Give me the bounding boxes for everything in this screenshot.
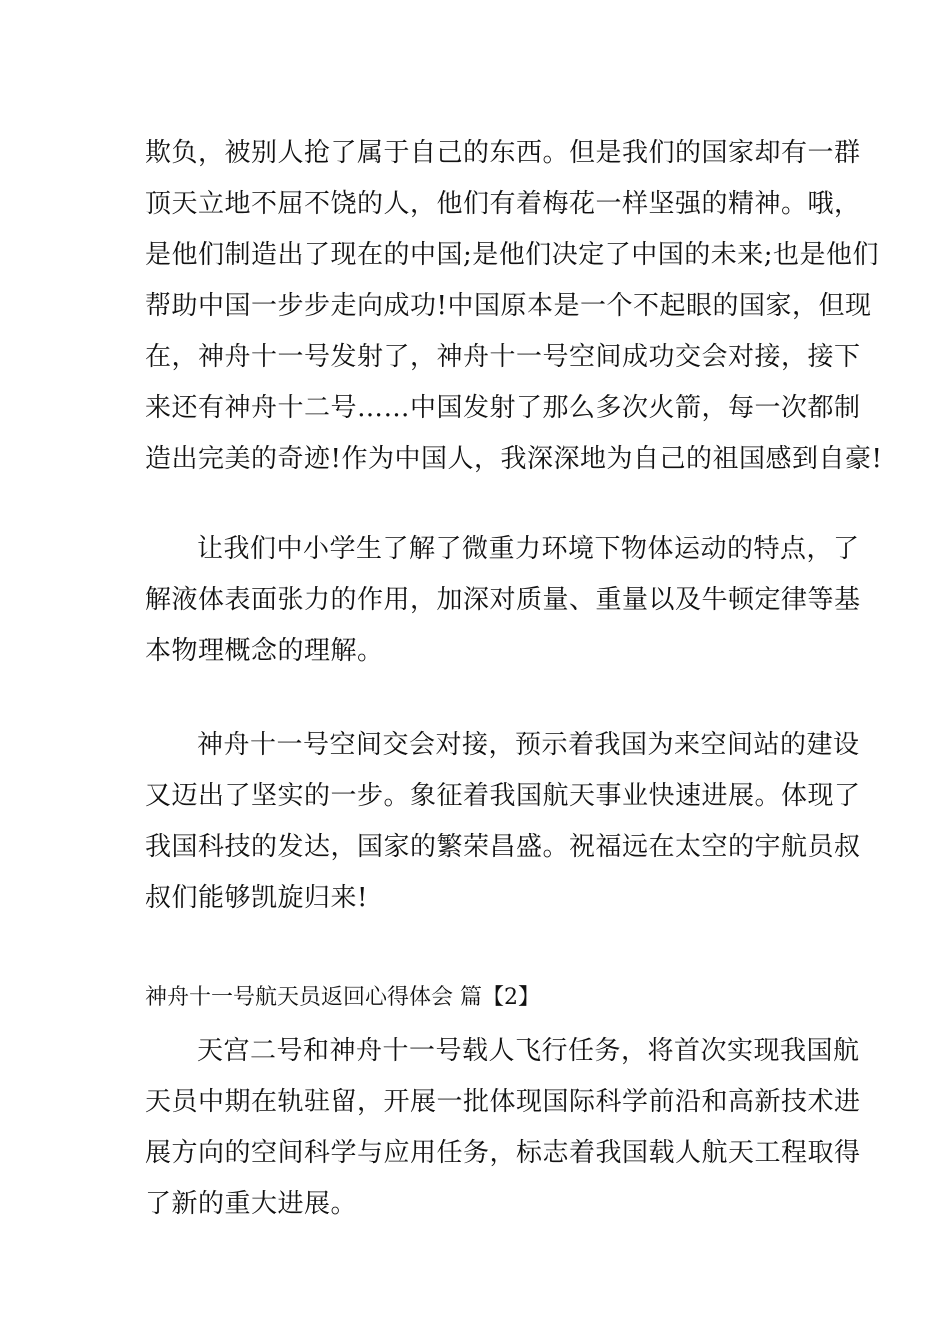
paragraph-line: 本物理概念的理解。 — [145, 636, 384, 666]
paragraph-line: 了新的重大进展。 — [145, 1189, 358, 1219]
paragraph-line: 又迈出了坚实的一步。象征着我国航天事业快速进展。体现了 — [145, 781, 861, 811]
paragraph-3 — [145, 720, 861, 924]
paragraph-line: 顶天立地不屈不饶的人，他们有着梅花一样坚强的精神。哦， — [145, 189, 861, 219]
paragraph-line: 是他们制造出了现在的中国;是他们决定了中国的未来;也是他们 — [145, 240, 880, 270]
paragraph-4 — [145, 1026, 861, 1230]
paragraph-line: 天员中期在轨驻留，开展一批体现国际科学前沿和高新技术进 — [145, 1087, 861, 1117]
paragraph-line: 在，神舟十一号发射了，神舟十一号空间成功交会对接，接下 — [145, 342, 861, 372]
section-heading: 神舟十一号航天员返回心得体会 篇【2】 — [145, 985, 540, 1010]
paragraph-line: 叔们能够凯旋归来! — [145, 883, 368, 913]
paragraph-2 — [145, 524, 861, 677]
paragraph-line: 神舟十一号空间交会对接，预示着我国为来空间站的建设 — [197, 730, 860, 760]
paragraph-line: 造出完美的奇迹!作为中国人，我深深地为自己的祖国感到自豪! — [145, 444, 883, 474]
paragraph-line: 展方向的空间科学与应用任务，标志着我国载人航天工程取得 — [145, 1138, 861, 1168]
paragraph-line: 我国科技的发达，国家的繁荣昌盛。祝福远在太空的宇航员叔 — [145, 832, 861, 862]
paragraph-1 — [145, 128, 883, 485]
paragraph-line: 让我们中小学生了解了微重力环境下物体运动的特点，了 — [197, 534, 860, 564]
paragraph-line: 帮助中国一步步走向成功!中国原本是一个不起眼的国家，但现 — [145, 291, 872, 321]
paragraph-line: 来还有神舟十二号……中国发射了那么多次火箭，每一次都制 — [145, 393, 861, 423]
paragraph-line: 天宫二号和神舟十一号载人飞行任务，将首次实现我国航 — [197, 1036, 860, 1066]
paragraph-line: 解液体表面张力的作用，加深对质量、重量以及牛顿定律等基 — [145, 585, 861, 615]
paragraph-line: 欺负，被别人抢了属于自己的东西。但是我们的国家却有一群 — [145, 138, 861, 168]
